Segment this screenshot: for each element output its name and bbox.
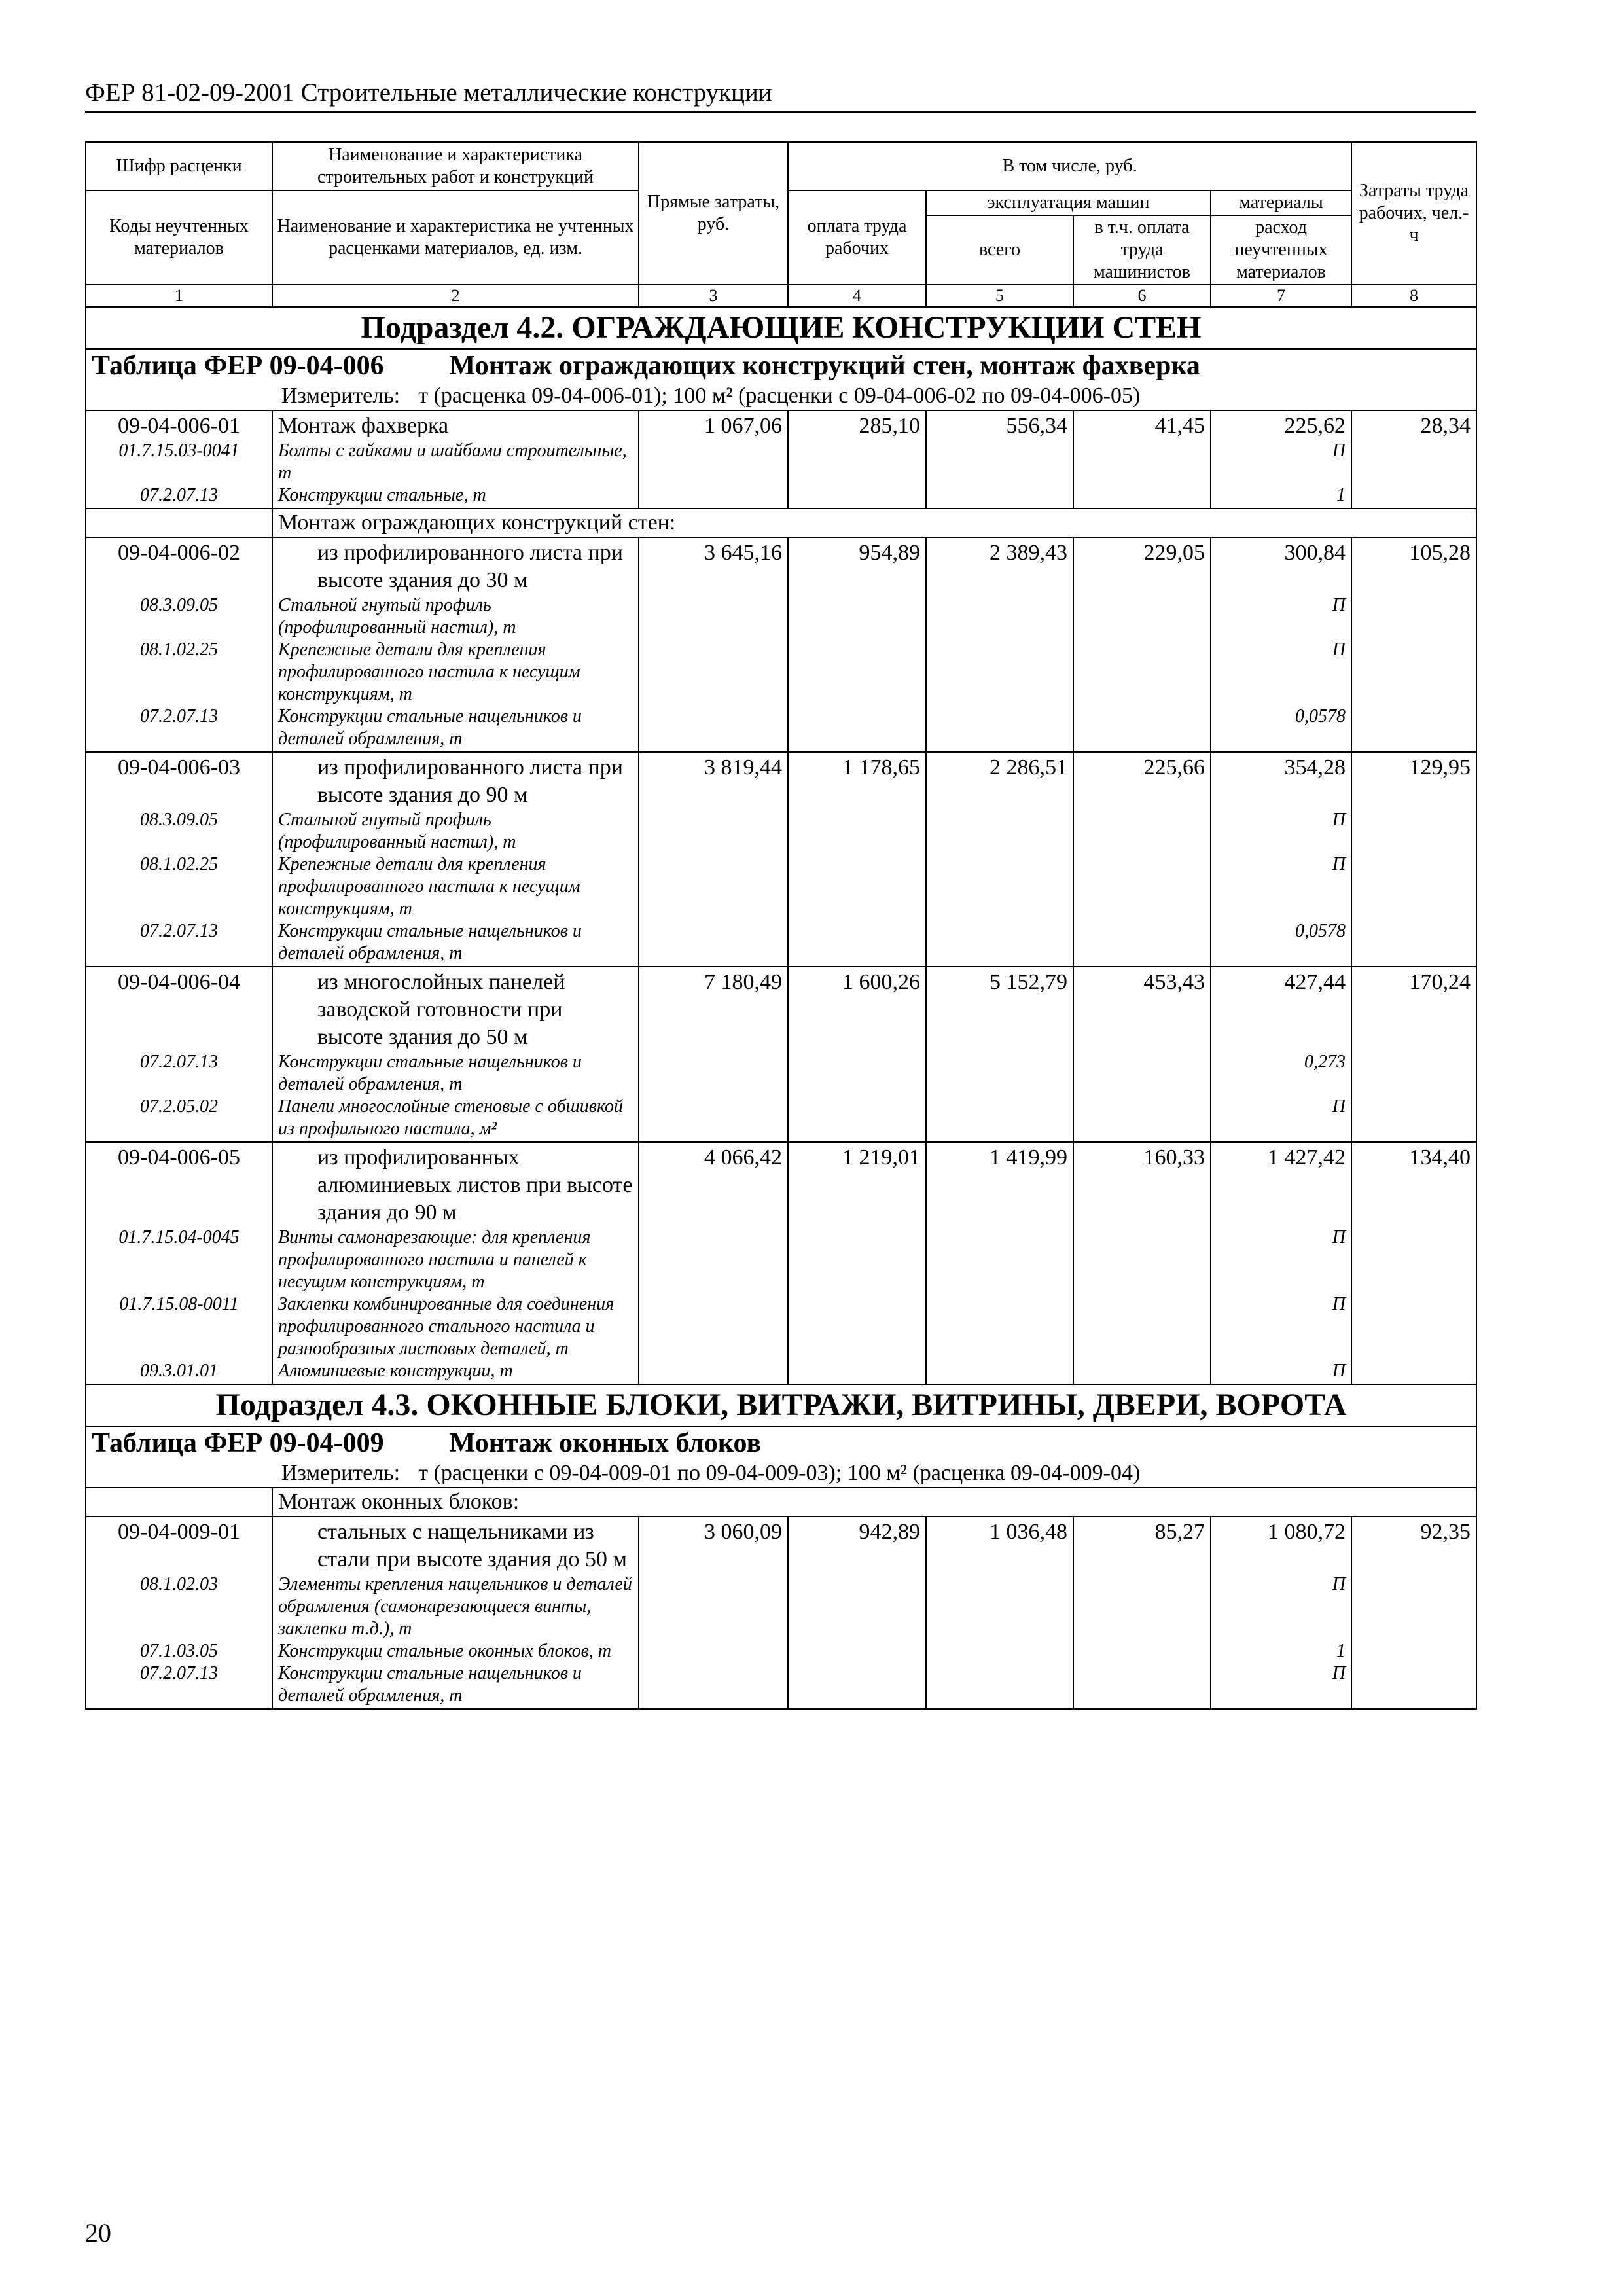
materials-cost: 1 427,42: [1268, 1145, 1346, 1170]
labor-hours: 92,35: [1420, 1520, 1471, 1544]
rate-code: 09-04-009-01: [118, 1520, 240, 1544]
material-name: Алюминиевые конструкции, т: [278, 1361, 513, 1381]
material-code: 07.2.07.13: [140, 921, 218, 941]
col-direct-header: Прямые затраты, руб.: [639, 142, 788, 285]
col-materials-header: материалы: [1211, 190, 1351, 215]
measure-text: т (расценка 09-04-006-01); 100 м² (расценки с 09-04-006-02 по 09-04-006-05): [418, 384, 1141, 408]
machine-cost: 2 389,43: [990, 541, 1067, 565]
materials-cost: 1 080,72: [1268, 1520, 1346, 1544]
table-title-line: [92, 350, 1471, 382]
machine-cost: 1 419,99: [990, 1145, 1067, 1170]
col-number: 7: [1211, 285, 1351, 307]
material-code: 07.2.05.02: [140, 1096, 218, 1117]
col-number: 6: [1073, 285, 1211, 307]
col-labor-header: оплата труда рабочих: [788, 190, 926, 285]
labor-cost: 285,10: [859, 414, 920, 438]
rate-name: из профилированных алюминиевых листов при высоте здания до 90 м: [317, 1145, 633, 1225]
labor-hours: 105,28: [1409, 541, 1471, 565]
material-amount: П: [1332, 440, 1346, 461]
col-number: 4: [788, 285, 926, 307]
measure-line: [92, 1460, 1471, 1487]
machinist-cost: 225,66: [1143, 755, 1205, 780]
material-name: Конструкции стальные нащельников и деталей обрамления, т: [278, 921, 582, 963]
col-mat-header: расход неучтенных материалов: [1211, 215, 1351, 285]
direct-cost: 3 819,44: [704, 755, 782, 780]
page-header: ФЕР 81-02-09-2001 Строительные металлические конструкции: [85, 77, 1476, 113]
material-name: Заклепки комбинированные для соединения профилированного стального настила и разнообразных листовых деталей, т: [278, 1294, 615, 1359]
measure-line: [92, 382, 1471, 410]
material-amount: 0,0578: [1295, 921, 1346, 941]
rate-row: [86, 537, 1476, 752]
col-number: 1: [86, 285, 272, 307]
labor-cost: 1 178,65: [842, 755, 920, 780]
material-name: Элементы крепления нащельников и деталей обрамления (самонарезающиеся винты, заклепки т.д.), т: [278, 1574, 632, 1639]
material-code: 09.3.01.01: [140, 1361, 218, 1381]
table-label: Таблица ФЕР 09-04-006: [92, 351, 384, 381]
materials-cost: 300,84: [1284, 541, 1346, 565]
labor-hours: 129,95: [1409, 755, 1471, 780]
material-name: Конструкции стальные нащельников и деталей обрамления, т: [278, 1052, 582, 1094]
material-code: 07.2.07.13: [140, 1663, 218, 1683]
table-title-line: [92, 1427, 1471, 1460]
rate-name: стальных с нащельниками из стали при высоте здания до 50 м: [317, 1520, 627, 1571]
labor-hours: 134,40: [1409, 1145, 1471, 1170]
col-number: 2: [272, 285, 639, 307]
material-code: 01.7.15.08-0011: [119, 1294, 239, 1314]
measure-text: т (расценки с 09-04-009-01 по 09-04-009-03); 100 м² (расценка 09-04-009-04): [418, 1461, 1141, 1485]
machinist-cost: 229,05: [1143, 541, 1205, 565]
material-code: 07.2.07.13: [140, 706, 218, 726]
rate-name: из профилированного листа при высоте здания до 30 м: [317, 541, 623, 592]
rate-name: из многослойных панелей заводской готовности при высоте здания до 50 м: [317, 970, 565, 1049]
material-code: 01.7.15.04-0045: [118, 1227, 240, 1247]
material-amount: 1: [1336, 485, 1346, 505]
material-amount: П: [1332, 854, 1346, 874]
labor-hours: 28,34: [1420, 414, 1471, 438]
material-code: 07.2.07.13: [140, 485, 218, 505]
machinist-cost: 41,45: [1154, 414, 1205, 438]
subsection-title: Подраздел 4.3. ОКОННЫЕ БЛОКИ, ВИТРАЖИ, ВИТРИНЫ, ДВЕРИ, ВОРОТА: [86, 1384, 1476, 1426]
rate-row: [86, 410, 1476, 509]
direct-cost: 1 067,06: [704, 414, 782, 438]
col-code-header: Шифр расценки: [86, 142, 272, 190]
material-code: 08.3.09.05: [140, 810, 218, 830]
table-label: Таблица ФЕР 09-04-009: [92, 1428, 384, 1458]
rate-code: 09-04-006-05: [118, 1145, 240, 1170]
material-name: Стальной гнутый профиль (профилированный настил), т: [278, 810, 516, 852]
material-amount: П: [1332, 810, 1346, 830]
material-amount: 1: [1336, 1641, 1346, 1661]
material-name: Крепежные детали для крепления профилированного настила к несущим конструкциям, т: [278, 639, 580, 704]
material-amount: П: [1332, 1663, 1346, 1683]
material-code: 08.3.09.05: [140, 595, 218, 615]
labor-cost: 1 600,26: [842, 970, 920, 994]
direct-cost: 3 645,16: [704, 541, 782, 565]
material-name: Конструкции стальные оконных блоков, т: [278, 1641, 611, 1661]
page-number: 20: [85, 2218, 111, 2248]
material-code: 07.1.03.05: [140, 1641, 218, 1661]
machinist-cost: 85,27: [1154, 1520, 1205, 1544]
labor-hours: 170,24: [1409, 970, 1471, 994]
col-mach-total-header: всего: [926, 215, 1073, 285]
machine-cost: 2 286,51: [990, 755, 1067, 780]
material-amount: П: [1332, 1361, 1346, 1381]
table-name: Монтаж оконных блоков: [449, 1428, 762, 1458]
col-machines-header: эксплуатация машин: [926, 190, 1211, 215]
material-amount: П: [1332, 1294, 1346, 1314]
material-code: 07.2.07.13: [140, 1052, 218, 1072]
material-amount: П: [1332, 1574, 1346, 1594]
material-code: 08.1.02.25: [140, 639, 218, 660]
material-name: Болты с гайками и шайбами строительные, т: [278, 440, 627, 483]
material-name: Крепежные детали для крепления профилированного настила к несущим конструкциям, т: [278, 854, 580, 919]
col-matcode-header: Коды неучтенных материалов: [86, 190, 272, 285]
machinist-cost: 453,43: [1143, 970, 1205, 994]
table-name: Монтаж ограждающих конструкций стен, монтаж фахверка: [449, 351, 1200, 381]
material-name: Конструкции стальные нащельников и деталей обрамления, т: [278, 706, 582, 749]
labor-cost: 1 219,01: [842, 1145, 920, 1170]
rate-code: 09-04-006-02: [118, 541, 240, 565]
col-number: 8: [1351, 285, 1476, 307]
col-group-header: В том числе, руб.: [788, 142, 1351, 190]
material-amount: 0,273: [1304, 1052, 1346, 1072]
labor-cost: 942,89: [859, 1520, 920, 1544]
machine-cost: 1 036,48: [990, 1520, 1067, 1544]
rate-code: 09-04-006-03: [118, 755, 240, 780]
measure-label: Измеритель:: [281, 1461, 401, 1485]
material-name: Стальной гнутый профиль (профилированный настил), т: [278, 595, 516, 637]
material-amount: П: [1332, 639, 1346, 660]
material-amount: П: [1332, 595, 1346, 615]
materials-cost: 225,62: [1284, 414, 1346, 438]
rate-row: [86, 752, 1476, 967]
machinist-cost: 160,33: [1143, 1145, 1205, 1170]
group-intro: Монтаж оконных блоков:: [272, 1488, 1476, 1516]
material-amount: П: [1332, 1096, 1346, 1117]
rate-name: из профилированного листа при высоте здания до 90 м: [317, 755, 623, 807]
labor-cost: 954,89: [859, 541, 920, 565]
direct-cost: 7 180,49: [704, 970, 782, 994]
material-code: 08.1.02.03: [140, 1574, 218, 1594]
col-matname-header: Наименование и характеристика не учтенных расценками материалов, ед. изм.: [272, 190, 639, 285]
materials-cost: 354,28: [1284, 755, 1346, 780]
material-name: Конструкции стальные, т: [278, 485, 486, 505]
rate-code: 09-04-006-01: [118, 414, 240, 438]
material-name: Панели многослойные стеновые с обшивкой из профильного настила, м²: [278, 1096, 623, 1139]
rate-row: [86, 1142, 1476, 1384]
material-name: Винты самонарезающие: для крепления профилированного настила и панелей к несущим конструкциям, т: [278, 1227, 591, 1292]
col-hours-header: Затраты труда рабочих, чел.-ч: [1351, 142, 1476, 285]
rate-row: [86, 967, 1476, 1142]
rate-code: 09-04-006-04: [118, 970, 240, 994]
rates-table: [85, 141, 1477, 1710]
col-name-header: Наименование и характеристика строительных работ и конструкций: [272, 142, 639, 190]
material-name: Конструкции стальные нащельников и деталей обрамления, т: [278, 1663, 582, 1706]
rate-row: [86, 1516, 1476, 1709]
material-amount: П: [1332, 1227, 1346, 1247]
direct-cost: 4 066,42: [704, 1145, 782, 1170]
materials-cost: 427,44: [1284, 970, 1346, 994]
col-mach-labor-header: в т.ч. оплата труда машинистов: [1073, 215, 1211, 285]
machine-cost: 5 152,79: [990, 970, 1067, 994]
group-intro: Монтаж ограждающих конструкций стен:: [272, 509, 1476, 537]
col-number: 5: [926, 285, 1073, 307]
material-code: 01.7.15.03-0041: [118, 440, 240, 461]
machine-cost: 556,34: [1006, 414, 1067, 438]
col-number: 3: [639, 285, 788, 307]
measure-label: Измеритель:: [281, 384, 401, 408]
material-code: 08.1.02.25: [140, 854, 218, 874]
subsection-title: Подраздел 4.2. ОГРАЖДАЮЩИЕ КОНСТРУКЦИИ СТЕН: [86, 307, 1476, 349]
direct-cost: 3 060,09: [704, 1520, 782, 1544]
rate-name: Монтаж фахверка: [278, 414, 449, 438]
material-amount: 0,0578: [1295, 706, 1346, 726]
